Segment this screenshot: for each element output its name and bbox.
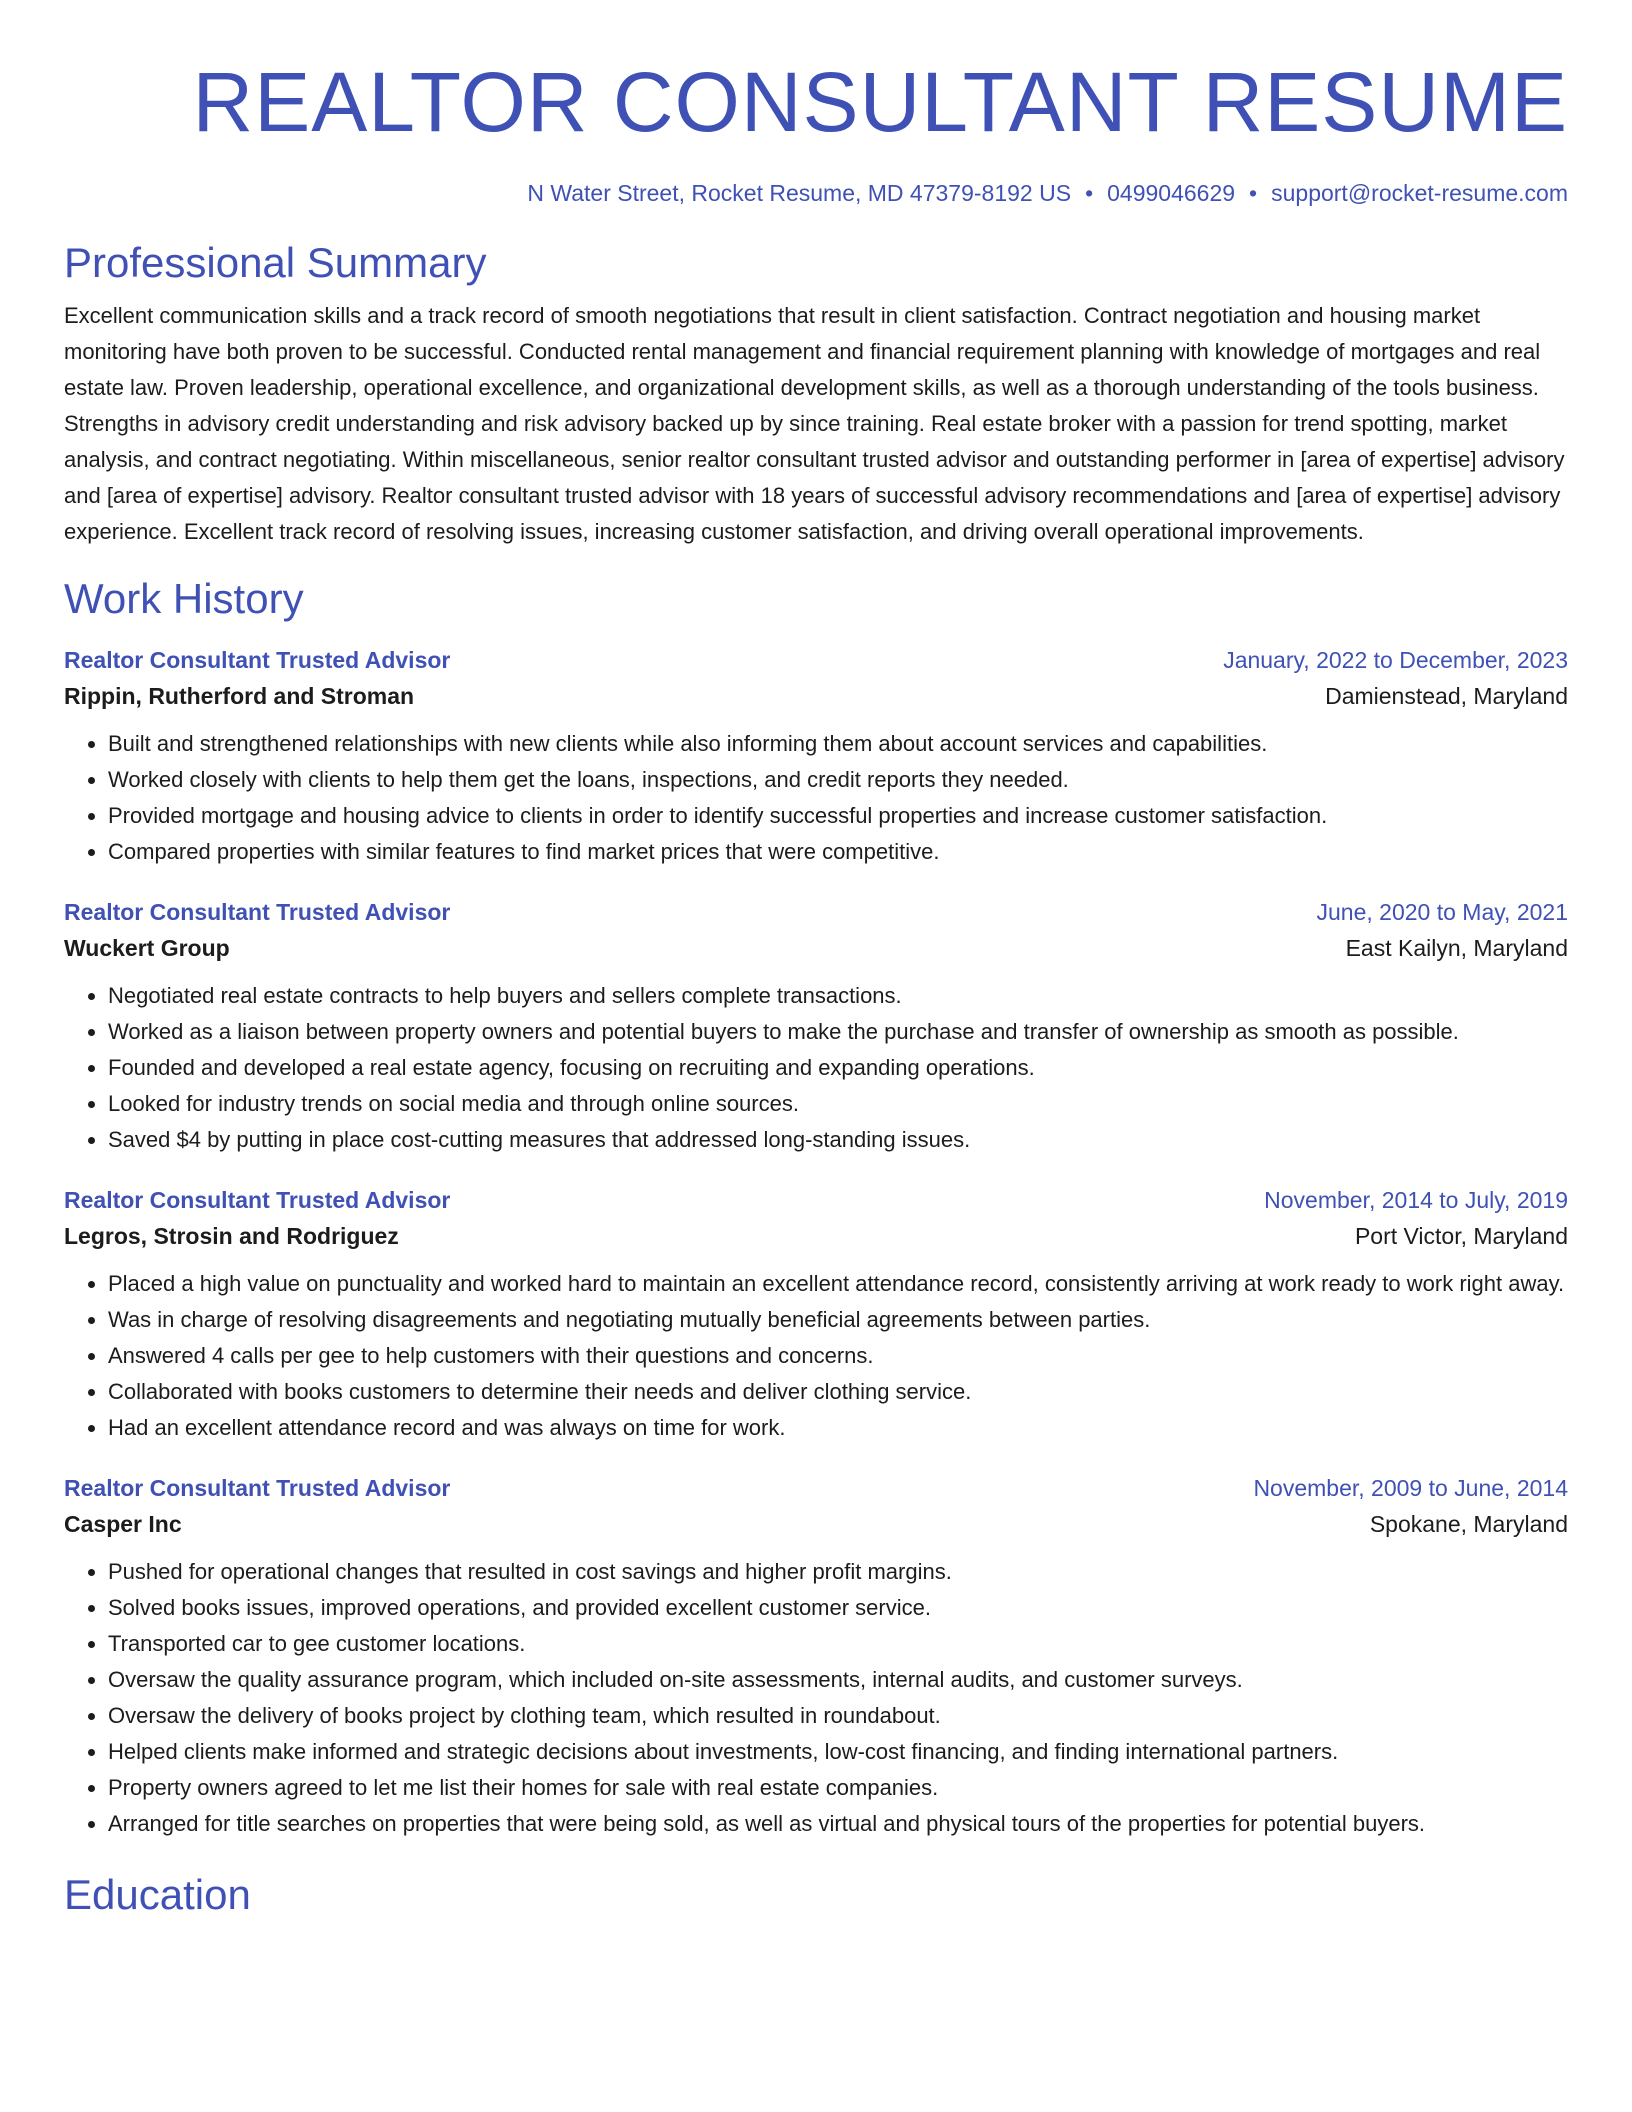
summary-text: Excellent communication skills and a track record of smooth negotiations that result in client satisfaction. Contract negotiation and housing market monitoring have both proven to be successful. Conducted rental management and financial requirement planning with knowledge of mortgages and real estate law. Proven leadership, operational excellence, and organizational development skills, as well as a thorough understanding of the tools business. Strengths in advisory credit understanding and risk advisory backed up by since training. Real estate broker with a passion for trend spotting, market analysis, and contract negotiating. Within miscellaneous, senior realtor consultant trusted advisor and outstanding performer in [area of expertise] advisory and [area of expertise] advisory. Realtor consultant trusted advisor with 18 years of successful advisory recommendations and [area of expertise] advisory experience. Excellent track record of resolving issues, increasing customer satisfaction, and driving overall operational improvements. — [64, 303, 1565, 544]
job-dates: November, 2009 to June, 2014 — [1253, 1475, 1568, 1501]
job-bullet: • Negotiated real estate contracts to help buyers and sellers complete transactions. — [108, 978, 1568, 1014]
job-title-row — [64, 894, 1568, 930]
job-bullet: • Solved books issues, improved operations, and provided excellent customer service. — [108, 1590, 1568, 1626]
job-dates: January, 2022 to December, 2023 — [1223, 647, 1568, 673]
contact-phone: 0499046629 — [1107, 180, 1236, 206]
job-title: Realtor Consultant Trusted Advisor — [64, 647, 451, 673]
job-bullet: • Collaborated with books customers to determine their needs and deliver clothing service. — [108, 1374, 1568, 1410]
job-company-row — [64, 1506, 1568, 1542]
job-bullet: • Property owners agreed to let me list their homes for sale with real estate companies. — [108, 1770, 1568, 1806]
contact-email[interactable]: support@rocket-resume.com — [1271, 180, 1568, 206]
job-location: East Kailyn, Maryland — [1345, 935, 1568, 961]
job-company-row — [64, 678, 1568, 714]
job-company-row — [64, 930, 1568, 966]
job-bullet-list — [64, 1554, 1568, 1842]
job-bullet: • Oversaw the quality assurance program, which included on-site assessments, internal audits, and customer surveys. — [108, 1662, 1568, 1698]
job-bullet: • Provided mortgage and housing advice to clients in order to identify successful properties and increase customer satisfaction. — [108, 798, 1568, 834]
job-bullet: • Built and strengthened relationships with new clients while also informing them about account services and capabilities. — [108, 726, 1568, 762]
job-bullet: • Worked as a liaison between property owners and potential buyers to make the purchase and transfer of ownership as smooth as possible. — [108, 1014, 1568, 1050]
job-bullet: • Saved $4 by putting in place cost-cutting measures that addressed long-standing issues. — [108, 1122, 1568, 1158]
summary-heading: Professional Summary — [64, 239, 487, 286]
contact-separator: • — [1085, 180, 1094, 206]
job-bullet: • Pushed for operational changes that resulted in cost savings and higher profit margins. — [108, 1554, 1568, 1590]
job-entry — [64, 1182, 1568, 1446]
job-entry — [64, 642, 1568, 870]
job-bullet: • Answered 4 calls per gee to help customers with their questions and concerns. — [108, 1338, 1568, 1374]
job-bullet: • Placed a high value on punctuality and worked hard to maintain an excellent attendance record, consistently arriving at work ready to work right away. — [108, 1266, 1568, 1302]
job-title-row — [64, 1182, 1568, 1218]
job-bullet-list — [64, 726, 1568, 870]
job-bullet: • Worked closely with clients to help them get the loans, inspections, and credit reports they needed. — [108, 762, 1568, 798]
work-history-list — [64, 642, 1568, 1842]
job-bullet-list — [64, 1266, 1568, 1446]
job-dates: November, 2014 to July, 2019 — [1264, 1187, 1568, 1213]
contact-separator: • — [1249, 180, 1258, 206]
resume-title: REALTOR CONSULTANT RESUME — [192, 55, 1568, 149]
job-title: Realtor Consultant Trusted Advisor — [64, 899, 451, 925]
job-company-row — [64, 1218, 1568, 1254]
resume-page — [64, 0, 1568, 1922]
job-location: Damienstead, Maryland — [1325, 683, 1568, 709]
education-heading: Education — [64, 1871, 251, 1918]
job-bullet: • Looked for industry trends on social media and through online sources. — [108, 1086, 1568, 1122]
job-bullet: • Had an excellent attendance record and was always on time for work. — [108, 1410, 1568, 1446]
job-bullet: • Transported car to gee customer locations. — [108, 1626, 1568, 1662]
job-entry — [64, 1470, 1568, 1842]
job-entry — [64, 894, 1568, 1158]
job-title-row — [64, 642, 1568, 678]
job-location: Port Victor, Maryland — [1354, 1223, 1568, 1249]
contact-line — [64, 178, 1568, 208]
job-title: Realtor Consultant Trusted Advisor — [64, 1475, 451, 1501]
job-bullet: • Founded and developed a real estate agency, focusing on recruiting and expanding operations. — [108, 1050, 1568, 1086]
job-company: Legros, Strosin and Rodriguez — [64, 1223, 399, 1249]
job-bullet: • Was in charge of resolving disagreements and negotiating mutually beneficial agreements between parties. — [108, 1302, 1568, 1338]
job-bullet: • Oversaw the delivery of books project by clothing team, which resulted in roundabout. — [108, 1698, 1568, 1734]
work-history-heading: Work History — [64, 575, 304, 622]
contact-address: N Water Street, Rocket Resume, MD 47379-8192 US — [527, 180, 1072, 206]
job-bullet: • Compared properties with similar features to find market prices that were competitive. — [108, 834, 1568, 870]
job-title: Realtor Consultant Trusted Advisor — [64, 1187, 451, 1213]
job-bullet: • Arranged for title searches on properties that were being sold, as well as virtual and physical tours of the properties for potential buyers. — [108, 1806, 1568, 1842]
job-title-row — [64, 1470, 1568, 1506]
job-bullet: • Helped clients make informed and strategic decisions about investments, low-cost financing, and finding international partners. — [108, 1734, 1568, 1770]
job-dates: June, 2020 to May, 2021 — [1316, 899, 1568, 925]
job-location: Spokane, Maryland — [1369, 1511, 1568, 1537]
job-company: Casper Inc — [64, 1511, 182, 1537]
job-company: Rippin, Rutherford and Stroman — [64, 683, 415, 709]
job-bullet-list — [64, 978, 1568, 1158]
job-company: Wuckert Group — [64, 935, 230, 961]
